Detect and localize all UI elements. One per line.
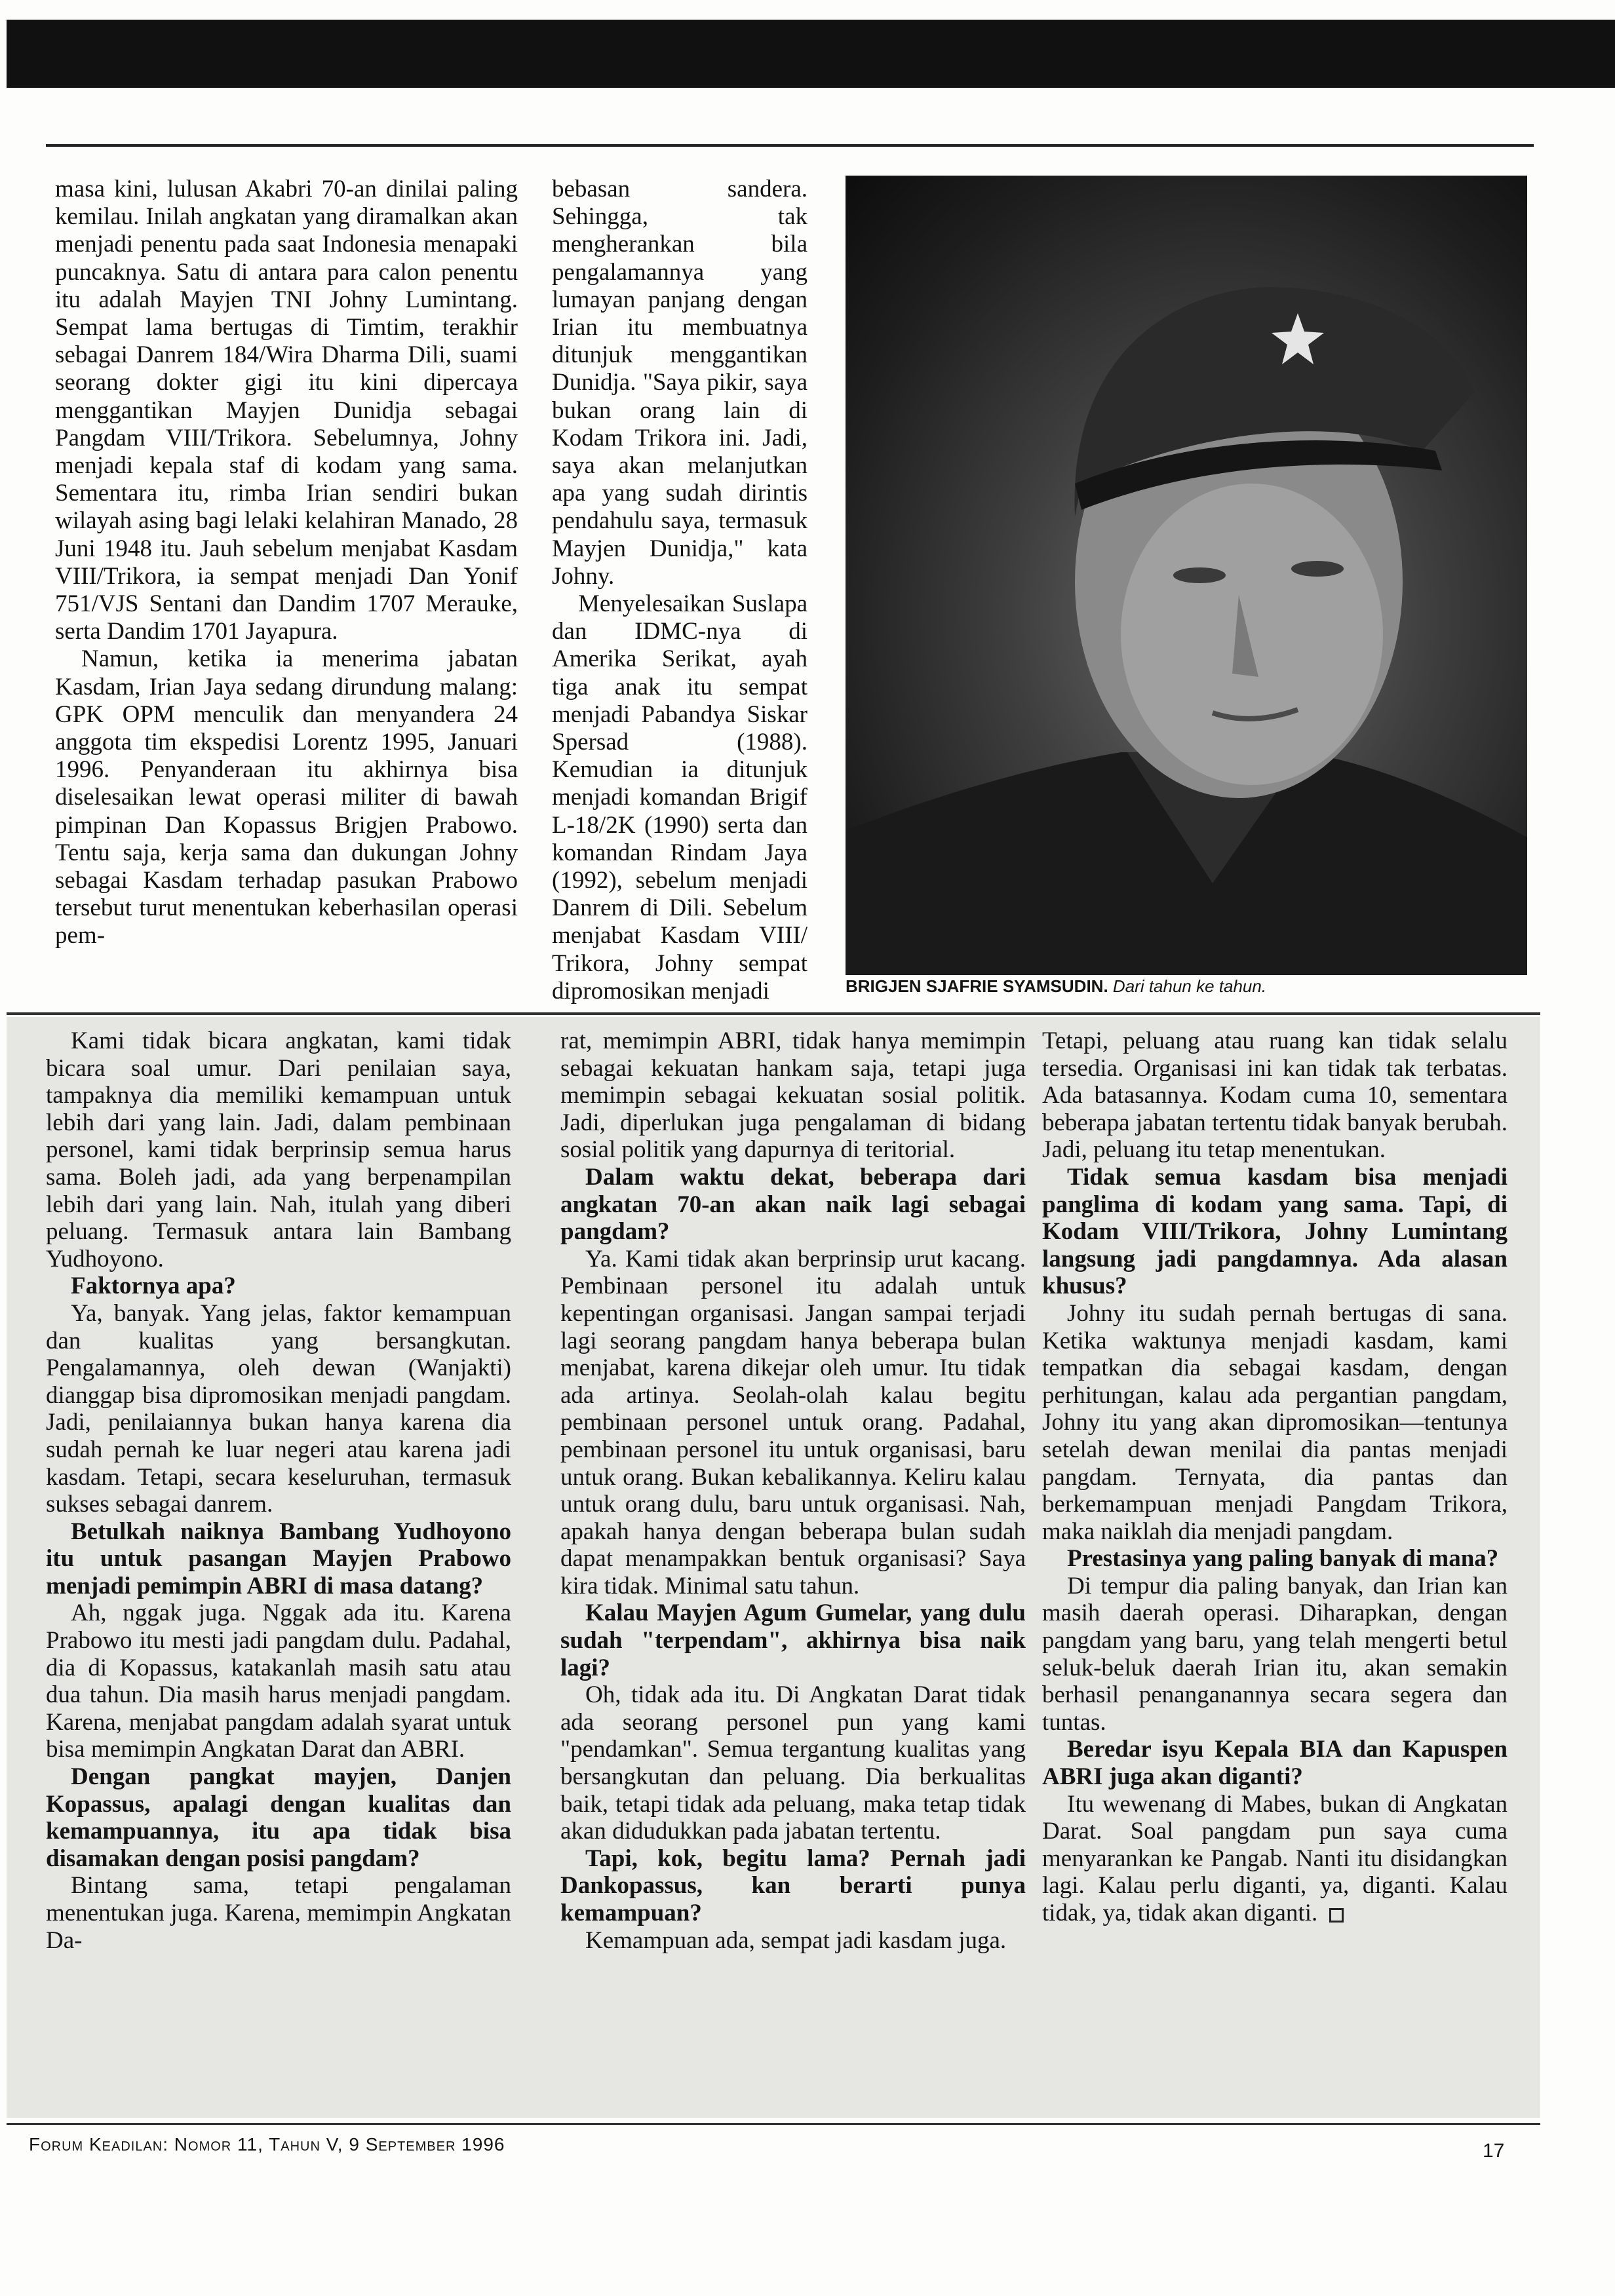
question: Kalau Mayjen Agum Gumelar, yang dulu sudah "terpendam", akhirnya bisa naik lagi?: [560, 1599, 1026, 1681]
answer: Johny itu sudah pernah bertugas di sana. Ketika waktunya menjadi kasdam, kami tempatkan dia sebagai kasdam, dengan perhitungan, kalau ada pergantian pangdam, Johny itu yang akan dipromosikan—tentunya setelah dewan menilai dia pantas menjadi pangdam. Ternyata, dia pantas dan berkemampuan menjadi Pangdam Trikora, maka naiklah dia menjadi pangdam.: [1042, 1299, 1508, 1545]
article-column-2: [552, 176, 808, 1005]
portrait-photo: [846, 176, 1527, 975]
answer: Ya. Kami tidak akan berprinsip urut kacang. Pembinaan personel itu adalah untuk kepentingan organisasi. Jangan sampai terjadi lagi seorang pangdam hanya beberapa bulan menjabat, karena dikejar oleh umur. Itu tidak ada artinya. Seolah-olah kalau begitu pembinaan personel untuk orang. Padahal, pembinaan personel itu untuk organisasi, baru untuk orang. Bukan kebalikannya. Keliru kalau untuk orang dulu, baru untuk organisasi. Nah, apakah hanya dengan beberapa bulan sudah dapat menampakkan bentuk organisasi? Saya kira tidak. Minimal satu tahun.: [560, 1245, 1026, 1599]
end-mark-icon: [1329, 1908, 1344, 1923]
portrait-illustration: [846, 176, 1527, 975]
answer: Ah, nggak juga. Nggak ada itu. Karena Prabowo itu mesti jadi pangdam dulu. Padahal, dia di Kopassus, katakanlah masih satu atau dua tahun. Dia masih harus menjadi pangdam. Karena, menjabat pangdam adalah syarat untuk bisa memimpin Angkatan Darat dan ABRI.: [46, 1599, 511, 1763]
answer: Kemampuan ada, sempat jadi kasdam juga.: [585, 1926, 1007, 1954]
question: Tidak semua kasdam bisa menjadi panglima di kodam yang sama. Tapi, di Kodam VIII/Trikora, Johny Lumintang langsung jadi pangdamnya. Ada alasan khusus?: [1042, 1163, 1508, 1300]
interview-column-3: [1042, 1027, 1508, 1927]
header-rule: [46, 144, 1534, 147]
paragraph: Menyelesaikan Suslapa dan IDMC-nya di Amerika Serikat, ayah tiga anak itu sempat menjadi Pabandya Siskar Spersad (1988). Kemudian ia ditunjuk menjadi komandan Brigif L-18/2K (1990) serta dan komandan Rindam Jaya (1992), sebelum menjadi Danrem di Dili. Sebelum menjabat Kasdam VIII/ Trikora, Johny sempat dipromosikan menjadi: [552, 590, 808, 1004]
interview-column-2: [560, 1027, 1026, 1954]
paragraph: bebasan sandera. Sehingga, tak mengherankan bila pengalamannya yang lumayan panjang dengan Irian itu membuatnya ditunjuk menggantikan Dunidja. "Saya pikir, saya bukan orang lain di Kodam Trikora ini. Jadi, saya akan melanjutkan apa yang sudah dirintis pendahulu saya, termasuk Mayjen Dunidja," kata Johny.: [552, 176, 808, 590]
caption-name: BRIGJEN SJAFRIE SYAMSUDIN.: [846, 976, 1108, 996]
caption-text: Dari tahun ke tahun.: [1112, 976, 1267, 996]
interview-box-rule: [7, 1012, 1540, 1015]
question: Beredar isyu Kepala BIA dan Kapuspen ABRI juga akan diganti?: [1042, 1736, 1508, 1791]
paragraph: Namun, ketika ia menerima jabatan Kasdam, Irian Jaya sedang dirundung malang: GPK OPM menculik dan menyandera 24 anggota tim ekspedisi Lorentz 1995, Januari 1996. Penyanderaan itu akhirnya bisa diselesaikan lewat operasi militer di bawah pimpinan Dan Kopassus Brigjen Prabowo. Tentu saja, kerja sama dan dukungan Johny sebagai Kasdam terhadap pasukan Prabowo tersebut turut menentukan keberhasilan operasi pem-: [55, 645, 518, 949]
answer-text: Itu wewenang di Mabes, bukan di Angkatan Darat. Soal pangdam pun saya cuma menyarankan ke Pangab. Nanti itu disidangkan lagi. Kalau perlu diganti, ya, diganti. Kalau tidak, ya, tidak akan diganti.: [1042, 1790, 1508, 1926]
photo-caption: [846, 976, 1527, 997]
answer: Tetapi, peluang atau ruang kan tidak selalu tersedia. Organisasi ini kan tidak tak terbatas. Ada batasannya. Kodam cuma 10, sementara beberapa jabatan tertentu tidak banyak berubah. Jadi, peluang itu tetap menentukan.: [1042, 1027, 1508, 1164]
answer: Kami tidak bicara angkatan, kami tidak bicara soal umur. Dari penilaian saya, tampaknya dia memiliki kemampuan untuk lebih dari yang lain. Jadi, dalam pembinaan personel, kami tidak berprinsip semua harus sama. Boleh jadi, ada yang berpenampilan lebih dari yang lain. Nah, itulah yang diberi peluang. Termasuk antara lain Bambang Yudhoyono.: [46, 1027, 511, 1272]
question: Dalam waktu dekat, beberapa dari angkatan 70-an akan naik lagi sebagai pangdam?: [560, 1163, 1026, 1246]
question: Tapi, kok, begitu lama? Pernah jadi Dankopassus, kan berarti punya kemampuan?: [560, 1845, 1026, 1926]
footer-publication: Forum Keadilan: Nomor 11, Tahun V, 9 September 1996: [29, 2134, 505, 2154]
answer: Ya, banyak. Yang jelas, faktor kemampuan dan kualitas yang bersangkutan. Pengalamannya, oleh dewan (Wanjakti) dianggap bisa dipromosikan menjadi pangdam. Jadi, penilaiannya bukan hanya karena dia sudah pernah ke luar negeri atau karena jadi kasdam. Tetapi, secara keseluruhan, termasuk sukses sebagai danrem.: [46, 1299, 511, 1518]
answer: Bintang sama, tetapi pengalaman menentukan juga. Karena, memimpin Angkatan Da-: [46, 1872, 511, 1954]
footer-rule: [7, 2123, 1540, 2125]
question: Betulkah naiknya Bambang Yudhoyono itu untuk pasangan Mayjen Prabowo menjadi pemimpin ABRI di masa datang?: [46, 1518, 511, 1599]
question: Faktornya apa?: [71, 1272, 236, 1300]
article-column-1: [55, 176, 518, 950]
page-number: 17: [1483, 2140, 1505, 2162]
header-black-bar: [7, 20, 1615, 88]
answer: Di tempur dia paling banyak, dan Irian kan masih daerah operasi. Diharapkan, dengan pangdam yang baru, yang telah mengerti betul seluk-beluk daerah Irian itu, akan semakin berhasil penanganannya secara segera dan tuntas.: [1042, 1572, 1508, 1736]
interview-column-1: [46, 1027, 511, 1954]
answer: rat, memimpin ABRI, tidak hanya memimpin sebagai kekuatan hankam saja, tetapi juga memimpin sebagai kekuatan sosial politik. Jadi, diperlukan juga pengalaman di bidang sosial politik yang dapurnya di teritorial.: [560, 1027, 1026, 1164]
question: Prestasinya yang paling banyak di mana?: [1067, 1545, 1499, 1573]
answer: [1042, 1791, 1508, 1927]
question: Dengan pangkat mayjen, Danjen Kopassus, apalagi dengan kualitas dan kemampuannya, itu apa tidak bisa disamakan dengan posisi pangdam?: [46, 1763, 511, 1872]
answer: Oh, tidak ada itu. Di Angkatan Darat tidak ada seorang personel pun yang kami "pendamkan". Semua tergantung kualitas yang bersangkutan dan peluang. Dia berkualitas baik, tetapi tidak ada peluang, maka tetap tidak akan didudukkan pada jabatan tertentu.: [560, 1681, 1026, 1845]
paragraph: masa kini, lulusan Akabri 70-an dinilai paling kemilau. Inilah angkatan yang diramalkan akan menjadi penentu pada saat Indonesia menapaki puncaknya. Satu di antara para calon penentu itu adalah Mayjen TNI Johny Lumintang. Sempat lama bertugas di Timtim, terakhir sebagai Danrem 184/Wira Dharma Dili, suami seorang dokter gigi itu kini dipercaya menggantikan Mayjen Dunidja sebagai Pangdam VIII/Trikora. Sebelumnya, Johny menjadi kepala staf di kodam yang sama. Sementara itu, rimba Irian sendiri bukan wilayah asing bagi lelaki kelahiran Manado, 28 Juni 1948 itu. Jauh sebelum menjabat Kasdam VIII/Trikora, ia sempat menjadi Dan Yonif 751/VJS Sentani dan Dandim 1707 Merauke, serta Dandim 1701 Jayapura.: [55, 176, 518, 645]
